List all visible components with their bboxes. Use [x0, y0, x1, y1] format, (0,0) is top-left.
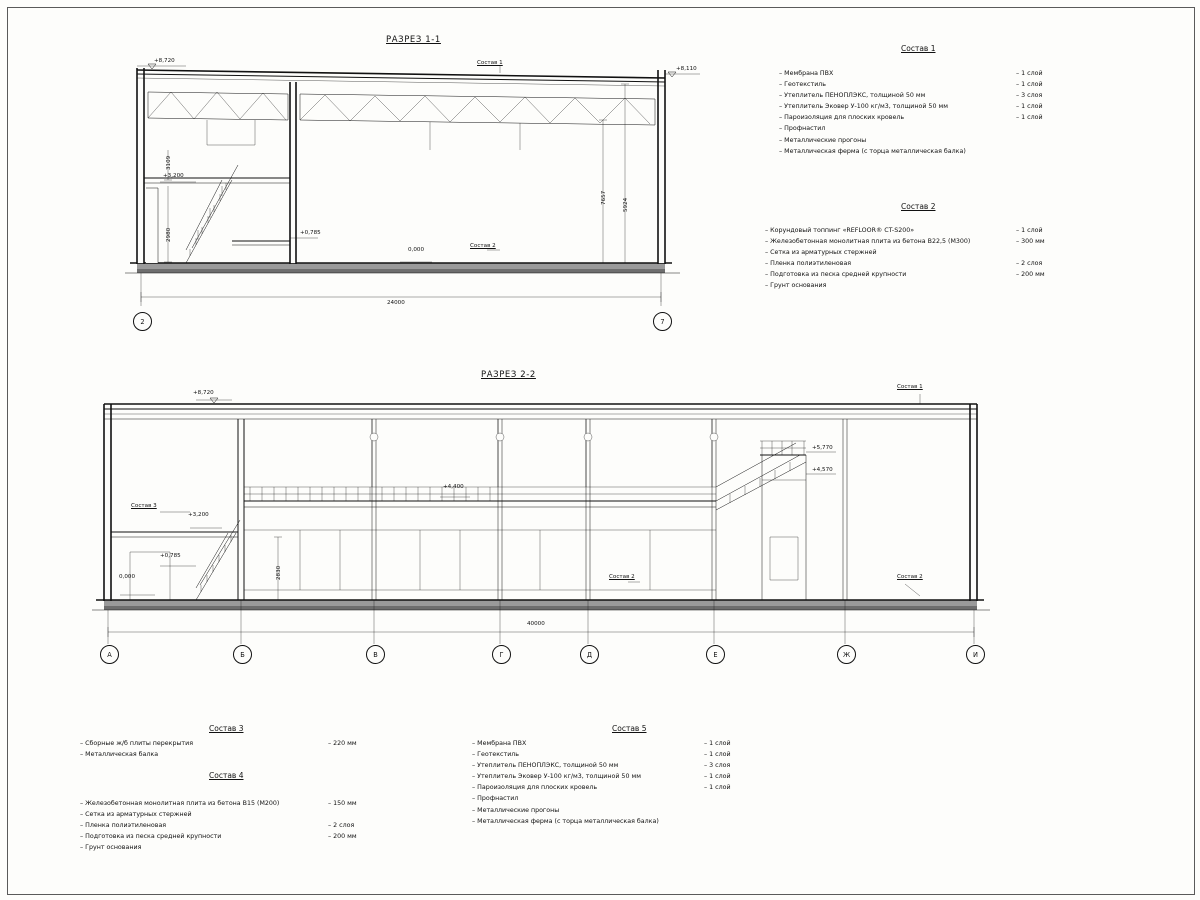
spec-2-row-2: – Сетка из арматурных стержней [765, 249, 877, 257]
spec-5-qty-2: – 3 слоя [704, 762, 731, 770]
callout-sostav-3-s2: Состав 3 [131, 503, 157, 509]
section-2-title: РАЗРЕЗ 2-2 [481, 370, 536, 380]
spec-4-row-2: – Пленка полиэтиленовая [80, 822, 167, 830]
spec-1-qty-0: – 1 слой [1016, 70, 1043, 77]
axis-marker-2: 2 [133, 312, 152, 331]
spec-4-qty-2: – 2 слоя [328, 822, 355, 830]
spec-2-row-4: – Подготовка из песка средней крупности [765, 271, 907, 279]
vdim-3109: 3109 [166, 155, 172, 170]
level-mark-3200-s1: +3,200 [163, 173, 184, 179]
axis-marker-a: А [100, 645, 119, 664]
callout-sostav-1-s2: Состав 1 [897, 384, 923, 390]
spec-2-row-3: – Пленка полиэтиленовая [765, 260, 852, 268]
spec-1-row-1: – Геотекстиль [779, 81, 827, 89]
spec-5-row-2: – Утеплитель ПЕНОПЛЭКС, толщиной 50 мм [472, 762, 619, 770]
spec-4-row-0: – Железобетонная монолитная плита из бетона В15 (М200) [80, 800, 280, 807]
spec-4-list [80, 798, 357, 853]
spec-1-row-4: – Пароизоляция для плоских кровель [779, 114, 905, 122]
level-mark-0000-s1: 0,000 [408, 247, 425, 253]
axis-marker-v: В [366, 645, 385, 664]
spec-3-title: Состав 3 [209, 724, 244, 733]
spec-1-row-6: – Металлические прогоны [779, 136, 867, 144]
spec-5-row-0: – Мембрана ПВХ [472, 740, 527, 747]
spec-4-qty-3: – 200 мм [328, 833, 357, 841]
spec-1-row-0: – Мембрана ПВХ [779, 70, 834, 77]
spec-5-qty-1: – 1 слой [704, 751, 731, 759]
spec-1-qty-3: – 1 слой [1016, 103, 1043, 111]
spec-2-qty-3: – 2 слоя [1016, 260, 1043, 268]
callout-sostav-2-s1: Состав 2 [470, 243, 496, 249]
spec-5-qty-4: – 1 слой [704, 784, 731, 792]
spec-3-qty-0: – 220 мм [328, 740, 357, 747]
level-mark-8720-s2: +8,720 [193, 390, 214, 396]
vdim-7657: 7657 [601, 190, 607, 205]
level-mark-0000-s2: 0,000 [119, 574, 136, 580]
vdim-2830: 2830 [276, 565, 282, 580]
spec-5-row-4: – Пароизоляция для плоских кровель [472, 784, 598, 792]
spec-1-qty-2: – 3 слоя [1016, 92, 1043, 100]
spec-4-row-3: – Подготовка из песка средней крупности [80, 833, 222, 841]
overall-dim-40000: 40000 [527, 621, 545, 627]
level-mark-3200-s2: +3,200 [188, 512, 209, 518]
spec-5-row-1: – Геотекстиль [472, 751, 520, 759]
spec-5-list [472, 738, 731, 827]
level-mark-4570-s2: +4,570 [812, 467, 833, 473]
spec-2-title: Состав 2 [901, 202, 936, 211]
spec-2-qty-1: – 300 мм [1016, 238, 1045, 246]
spec-5-qty-3: – 1 слой [704, 773, 731, 781]
axis-marker-7: 7 [653, 312, 672, 331]
spec-5-title: Состав 5 [612, 724, 647, 733]
spec-5-row-5: – Профнастил [472, 795, 519, 803]
spec-1-qty-4: – 1 слой [1016, 114, 1043, 122]
spec-2-qty-4: – 200 мм [1016, 271, 1045, 279]
spec-1-row-2: – Утеплитель ПЕНОПЛЭКС, толщиной 50 мм [779, 92, 926, 100]
spec-1-qty-1: – 1 слой [1016, 81, 1043, 89]
axis-marker-zh: Ж [837, 645, 856, 664]
spec-2-row-5: – Грунт основания [765, 282, 827, 290]
spec-5-qty-0: – 1 слой [704, 740, 731, 747]
spec-2-qty-0: – 1 слой [1016, 227, 1043, 234]
spec-2-row-1: – Железобетонная монолитная плита из бетона В22,5 (М300) [765, 238, 971, 246]
spec-1-title: Состав 1 [901, 44, 936, 53]
section-1-title: РАЗРЕЗ 1-1 [386, 35, 441, 45]
axis-marker-e: Е [706, 645, 725, 664]
spec-4-row-1: – Сетка из арматурных стержней [80, 811, 192, 819]
level-mark-0785-s2: +0,785 [160, 553, 181, 559]
spec-1-row-7: – Металлическая ферма (с торца металлическая балка) [779, 147, 966, 155]
spec-1-row-3: – Утеплитель Эковер У-100 кг/м3, толщиной 50 мм [779, 103, 948, 111]
spec-4-row-4: – Грунт основания [80, 844, 142, 852]
axis-marker-g: Г [492, 645, 511, 664]
level-mark-8720-s1: +8,720 [154, 58, 175, 64]
overall-dim-24000: 24000 [387, 300, 405, 306]
level-mark-0785-s1: +0,785 [300, 230, 321, 236]
spec-1-row-5: – Профнастил [779, 125, 826, 133]
spec-5-row-3: – Утеплитель Эковер У-100 кг/м3, толщиной 50 мм [472, 773, 641, 781]
level-mark-8110-s1: +8,110 [676, 66, 697, 72]
callout-sostav-2-s2-right: Состав 2 [897, 574, 923, 580]
spec-4-title: Состав 4 [209, 771, 244, 780]
spec-4-qty-0: – 150 мм [328, 800, 357, 807]
spec-3-list [80, 738, 357, 760]
vdim-5924: 5924 [623, 197, 629, 212]
spec-3-row-0: – Сборные ж/б плиты перекрытия [80, 740, 193, 747]
axis-marker-i: И [966, 645, 985, 664]
spec-5-row-6: – Металлические прогоны [472, 806, 560, 814]
spec-3-row-1: – Металлическая балка [80, 751, 159, 759]
callout-sostav-1-s1: Состав 1 [477, 60, 503, 66]
callout-sostav-2-s2-left: Состав 2 [609, 574, 635, 580]
spec-5-row-7: – Металлическая ферма (с торца металлическая балка) [472, 817, 659, 825]
vdim-2980: 2980 [166, 227, 172, 242]
spec-2-row-0: – Корундовый топпинг «REFLOOR® CT-S200» [765, 227, 915, 234]
level-mark-5770-s2: +5,770 [812, 445, 833, 451]
axis-marker-b: Б [233, 645, 252, 664]
axis-marker-d: Д [580, 645, 599, 664]
level-mark-4400-s2: +4,400 [443, 484, 464, 490]
